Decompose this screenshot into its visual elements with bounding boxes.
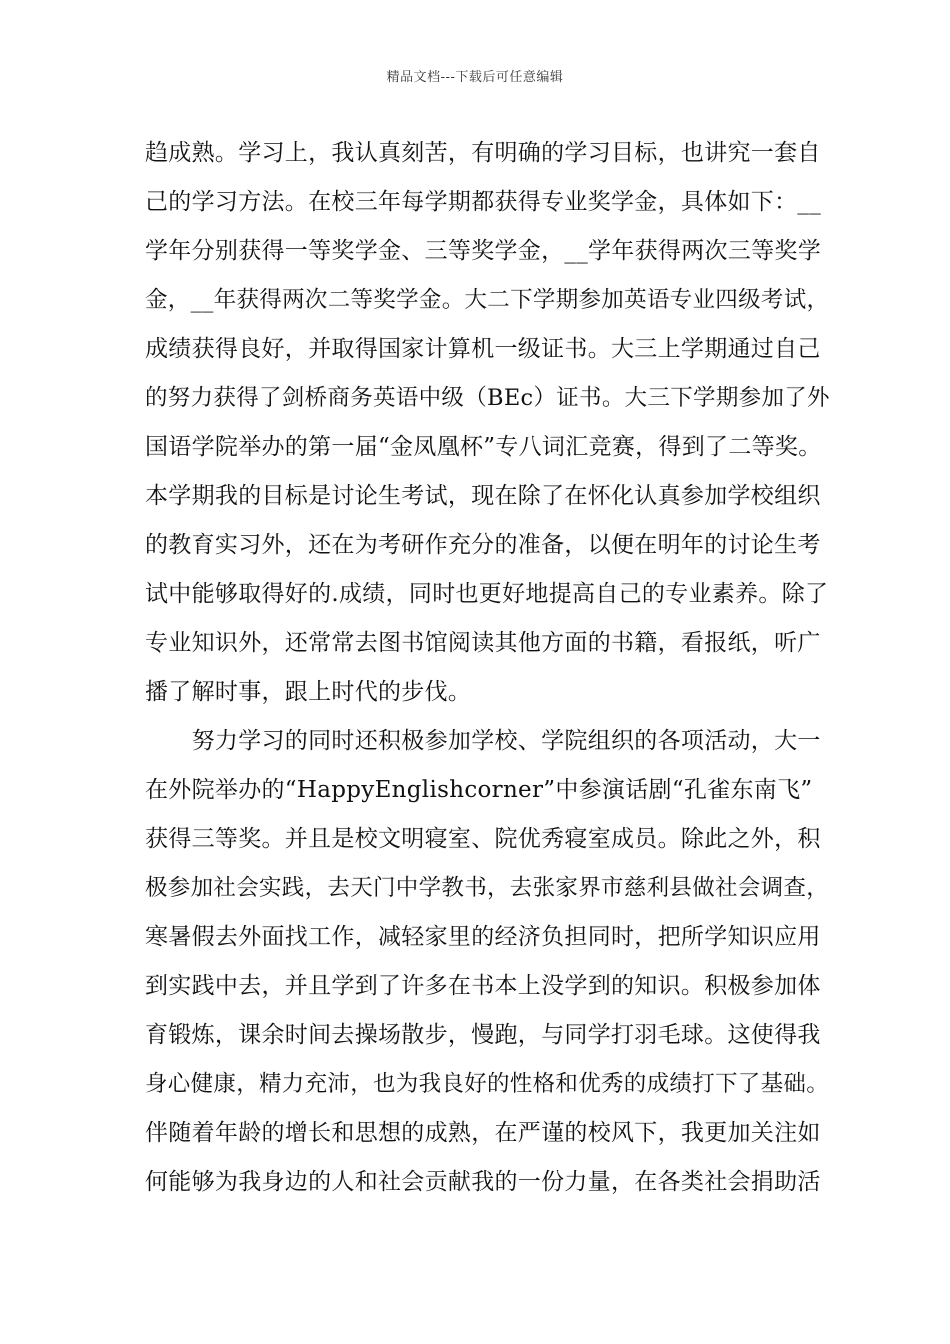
page-header: 精品文档---下载后可任意编辑: [386, 70, 564, 85]
text-line: 趋成熟。学习上，我认真刻苦，有明确的学习目标，也讲究一套自: [145, 140, 821, 166]
text-line: 本学期我的目标是讨论生考试，现在除了在怀化认真参加学校组织: [145, 483, 821, 509]
document-body: [145, 129, 830, 1207]
text-line: 金，__年获得两次二等奖学金。大二下学期参加英语专业四级考试，: [145, 287, 830, 313]
text-line: 寒暑假去外面找工作，减轻家里的经济负担同时，把所学知识应用: [145, 924, 821, 950]
text-line: 试中能够取得好的.成绩，同时也更好地提高自己的专业素养。除了: [145, 581, 829, 607]
text-line: 学年分别获得一等奖学金、三等奖学金，__学年获得两次三等奖学: [145, 238, 821, 264]
text-line: 的努力获得了剑桥商务英语中级（BEc）证书。大三下学期参加了外: [145, 385, 830, 411]
text-line: 育锻炼，课余时间去操场散步，慢跑，与同学打羽毛球。这使得我: [145, 1022, 821, 1048]
text-line: 专业知识外，还常常去图书馆阅读其他方面的书籍，看报纸，听广: [145, 630, 821, 656]
text-line: 到实践中去，并且学到了许多在书本上没学到的知识。积极参加体: [145, 973, 821, 999]
text-line: 极参加社会实践，去天门中学教书，去张家界市慈利县做社会调查，: [145, 875, 830, 901]
text-line: 的教育实习外，还在为考研作充分的准备，以便在明年的讨论生考: [145, 532, 821, 558]
text-line: 国语学院举办的第一届“金凤凰杯”专八词汇竞赛，得到了二等奖。: [145, 434, 822, 460]
text-line: 何能够为我身边的人和社会贡献我的一份力量，在各类社会捐助活: [145, 1169, 821, 1195]
paragraph-start-line: 努力学习的同时还积极参加学校、学院组织的各项活动，大一: [145, 728, 821, 754]
text-line: 在外院举办的“HappyEnglishcorner”中参演话剧“孔雀东南飞”: [145, 777, 813, 803]
text-line: 播了解时事，跟上时代的步伐。: [145, 679, 472, 705]
text-line: 伴随着年龄的增长和思想的成熟，在严谨的校风下，我更加关注如: [145, 1120, 821, 1146]
text-line: 己的学习方法。在校三年每学期都获得专业奖学金，具体如下：__: [145, 189, 821, 215]
text-line: 获得三等奖。并且是校文明寝室、院优秀寝室成员。除此之外，积: [145, 826, 821, 852]
text-line: 身心健康，精力充沛，也为我良好的性格和优秀的成绩打下了基础。: [145, 1071, 830, 1097]
text-line: 成绩获得良好，并取得国家计算机一级证书。大三上学期通过自己: [145, 336, 821, 362]
